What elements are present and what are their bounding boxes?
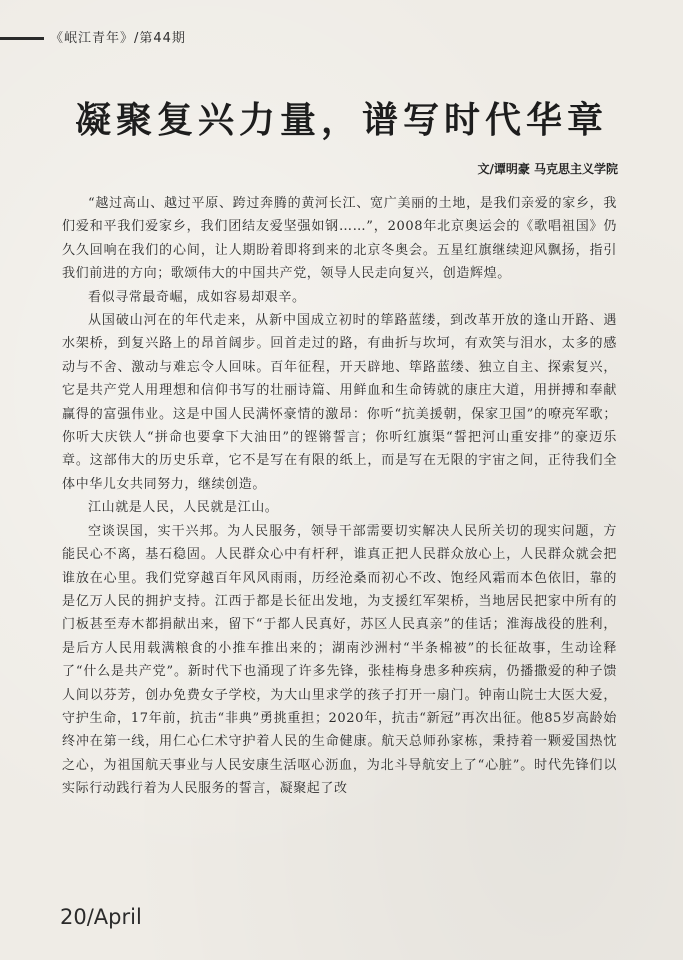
header-rule [0, 37, 44, 40]
magazine-header: 《岷江青年》/第44期 [50, 31, 186, 46]
paragraph: 江山就是人民，人民就是江山。 [88, 500, 279, 516]
paragraph: 从国破山河在的年代走来，从新中国成立初时的筚路蓝缕，到改革开放的逢山开路、遇水架桥，到复兴路上的昂首阔步。回首走过的路，有曲折与坎坷，有欢笑与泪水，太多的感动与不舍、激动与难忘令人回味。百年征程，开天辟地、筚路蓝缕、独立自主、探索复兴，它是共产党人用理想和信仰书写的壮丽诗篇、用鲜血和生命铸就的康庄大道，用拼搏和奉献赢得的富强伟业。这是中国人民满怀豪情的激昂：你听“抗美援朝，保家卫国”的嘹亮军歌；你听大庆铁人“拼命也要拿下大油田”的铿锵誓言；你听红旗渠“誓把河山重安排”的豪迈乐章。这部伟大的历史乐章，它不是写在有限的纸上，而是写在无限的宇宙之间，正待我们全体中华儿女共同努力，继续创造。 [62, 313, 617, 492]
paragraph: 空谈误国，实干兴邦。为人民服务，领导干部需要切实解决人民所关切的现实问题，方能民心不离，基石稳固。人民群众心中有杆秤，谁真正把人民群众放心上，人民群众就会把谁放在心里。我们党穿越百年风风雨雨，历经沧桑而初心不改、饱经风霜而本色依旧，靠的是亿万人民的拥护支持。江西于都是长征出发地，为支援红军架桥，当地居民把家中所有的门板甚至寿木都捐献出来，留下“于都人民真好，苏区人民真亲”的佳话；淮海战役的胜利，是后方人民用载满粮食的小推车推出来的；湖南沙洲村“半条棉被”的长征故事，生动诠释了“什么是共产党”。新时代下也涌现了许多先锋，张桂梅身患多种疾病，仍播撒爱的种子馈人间以芬芳，创办免费女子学校，为大山里求学的孩子打开一扇门。钟南山院士大医大爱，守护生命，17年前，抗击“非典”勇挑重担；2020年，抗击“新冠”再次出征。他85岁高龄始终冲在第一线，用仁心仁术守护着人民的生命健康。航天总师孙家栋，秉持着一颗爱国热忱之心，为祖国航天事业与人民安康生活呕心沥血，为北斗导航安上了“心脏”。时代先锋们以实际行动践行着为人民服务的誓言，凝聚起了改 [62, 523, 617, 797]
page-number: 20/April [60, 905, 142, 929]
article-byline: 文/谭明豪 马克思主义学院 [477, 162, 618, 176]
article-body [62, 192, 617, 801]
article-title: 凝聚复兴力量，谱写时代华章 [74, 99, 608, 141]
paragraph: “越过高山、越过平原、跨过奔腾的黄河长江、宽广美丽的土地，是我们亲爱的家乡，我们爱和平我们爱家乡，我们团结友爱坚强如钢……”，2008年北京奥运会的《歌唱祖国》仍久久回响在我们的心间，让人期盼着即将到来的北京冬奥会。五星红旗继续迎风飘扬，指引我们前进的方向；歌颂伟大的中国共产党，领导人民走向复兴，创造辉煌。 [62, 196, 617, 282]
paragraph: 看似寻常最奇崛，成如容易却艰辛。 [88, 289, 306, 305]
